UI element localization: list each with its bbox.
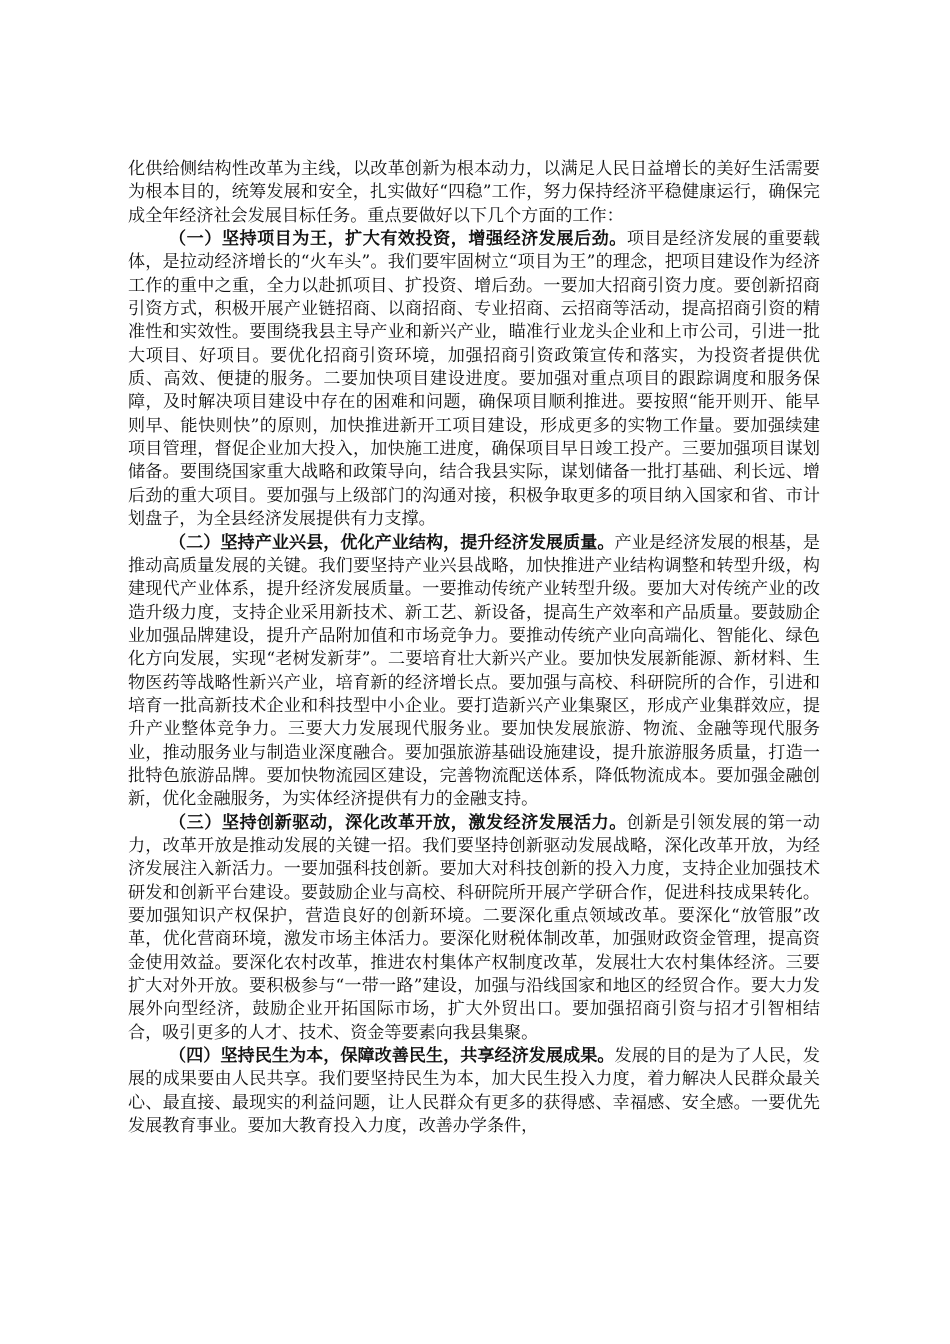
section-2-body: 产业是经济发展的根基，是推动高质量发展的关键。我们要坚持产业兴县战略，加快推进产业结构调整和转型升级，构建现代产业体系，提升经济发展质量。一要推动传统产业转型升级。要加大对传统产业的改造升级力度，支持企业采用新技术、新工艺、新设备，提高生产效率和产品质量。要鼓励企业加强品牌建设，提升产品附加值和市场竞争力。要推动传统产业向高端化、智能化、绿色化方向发展，实现“老树发新芽”。二要培育壮大新兴产业。要加快发展新能源、新材料、生物医药等战略性新兴产业，培育新的经济增长点。要加强与高校、科研院所的合作，引进和培育一批高新技术企业和科技型中小企业。要打造新兴产业集聚区，形成产业集群效应，提升产业整体竞争力。三要大力发展现代服务业。要加快发展旅游、物流、金融等现代服务业，推动服务业与制造业深度融合。要加强旅游基础设施建设，提升旅游服务质量，打造一批特色旅游品牌。要加快物流园区建设，完善物流配送体系，降低物流成本。要加强金融创新，优化金融服务，为实体经济提供有力的金融支持。 bbox=[128, 532, 821, 810]
section-4-paragraph bbox=[128, 1045, 820, 1138]
section-1-paragraph bbox=[128, 228, 820, 531]
section-1-body: 项目是经济发展的重要载体，是拉动经济增长的“火车头”。我们要牢固树立“项目为王”的理念，把项目建设作为经济工作的重中之重，全力以赴抓项目、扩投资、增后劲。一要加大招商引资力度。要创新招商引资方式，积极开展产业链招商、以商招商、专业招商、云招商等活动，提高招商引资的精准性和实效性。要围绕我县主导产业和新兴产业，瞄准行业龙头企业和上市公司，引进一批大项目、好项目。要优化招商引资环境，加强招商引资政策宣传和落实，为投资者提供优质、高效、便捷的服务。二要加快项目建设进度。要加强对重点项目的跟踪调度和服务保障，及时解决项目建设中存在的困难和问题，确保项目顺利推进。要按照“能开则开、能早则早、能快则快”的原则，加快推进新开工项目建设，形成更多的实物工作量。要加强续建项目管理，督促企业加大投入，加快施工进度，确保项目早日竣工投产。三要加强项目谋划储备。要围绕国家重大战略和政策导向，结合我县实际，谋划储备一批打基础、利长远、增后劲的重大项目。要加强与上级部门的沟通对接，积极争取更多的项目纳入国家和省、市计划盘子，为全县经济发展提供有力支撑。 bbox=[128, 229, 820, 530]
document-page bbox=[128, 158, 820, 1138]
section-3-heading: （三）坚持创新驱动，深化改革开放，激发经济发展活力。 bbox=[169, 812, 627, 833]
section-2-paragraph bbox=[128, 532, 820, 812]
section-3-paragraph bbox=[128, 812, 820, 1045]
section-3-body: 创新是引领发展的第一动力，改革开放是推动发展的关键一招。我们要坚持创新驱动发展战略，深化改革开放，为经济发展注入新活力。一要加强科技创新。要加大对科技创新的投入力度，支持企业加强技术研发和创新平台建设。要鼓励企业与高校、科研院所开展产学研合作，促进科技成果转化。要加强知识产权保护，营造良好的创新环境。二要深化重点领域改革。要深化“放管服”改革，优化营商环境，激发市场主体活力。要深化财税体制改革，加强财政资金管理，提高资金使用效益。要深化农村改革，推进农村集体产权制度改革，发展壮大农村集体经济。三要扩大对外开放。要积极参与“一带一路”建设，加强与沿线国家和地区的经贸合作。要大力发展外向型经济，鼓励企业开拓国际市场，扩大外贸出口。要加强招商引资与招才引智相结合，吸引更多的人才、技术、资金等要素向我县集聚。 bbox=[128, 812, 820, 1043]
section-2-heading: （二）坚持产业兴县，优化产业结构，提升经济发展质量。 bbox=[169, 532, 615, 553]
section-4-heading: （四）坚持民生为本，保障改善民生，共享经济发展成果。 bbox=[169, 1046, 615, 1067]
intro-paragraph: 化供给侧结构性改革为主线，以改革创新为根本动力，以满足人民日益增长的美好生活需要为根本目的，统筹发展和安全，扎实做好“四稳”工作，努力保持经济平稳健康运行，确保完成全年经济社会发展目标任务。重点要做好以下几个方面的工作： bbox=[128, 159, 820, 226]
section-1-heading: （一）坚持项目为王，扩大有效投资，增强经济发展后劲。 bbox=[169, 229, 627, 250]
section-4-body: 发展的目的是为了人民，发展的成果要由人民共享。我们要坚持民生为本，加大民生投入力度，着力解决人民群众最关心、最直接、最现实的利益问题，让人民群众有更多的获得感、幸福感、安全感。一要优先发展教育事业。要加大教育投入力度，改善办学条件， bbox=[128, 1046, 821, 1137]
